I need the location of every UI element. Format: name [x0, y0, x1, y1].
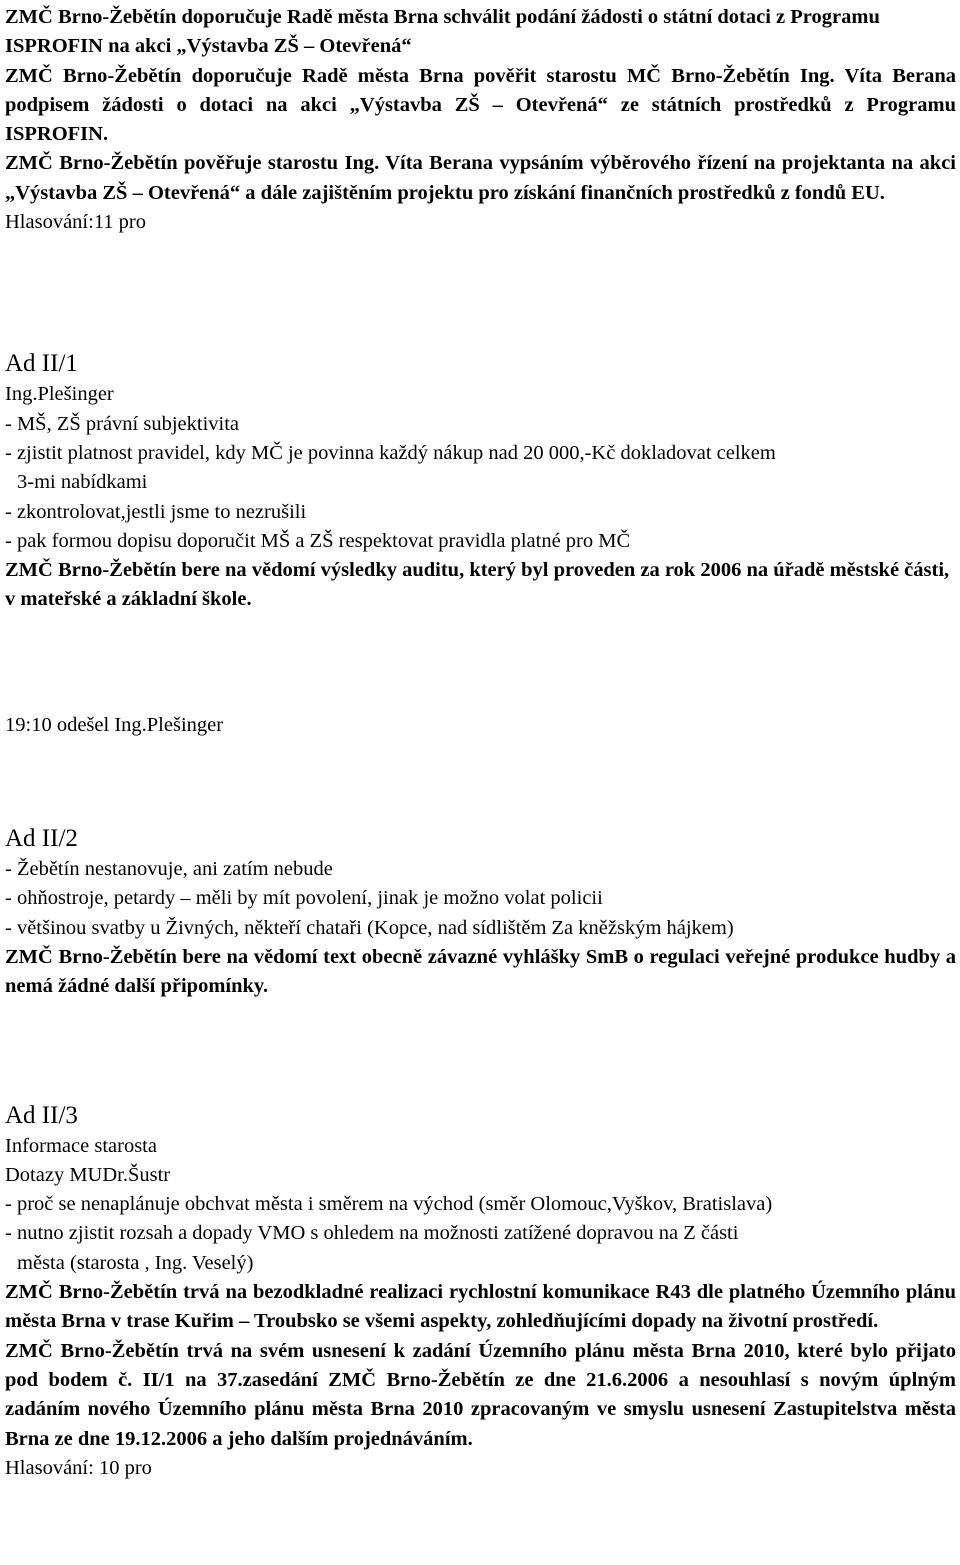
section-heading-ad-ii-2: Ad II/2: [5, 825, 78, 853]
spacer: [5, 237, 956, 347]
resolution-tender-designer: ZMČ Brno-Žebětín pověřuje starostu Ing. Víta Berana vypsáním výběrového řízení na projektanta na akci „Výstavba ZŠ – Otevřená“ a dále zajištěním projektu pro získání finančních prostředků z fondů EU.: [5, 152, 956, 204]
resolution-land-use-plan: ZMČ Brno-Žebětín trvá na svém usnesení k zadání Územního plánu města Brna 2010, které bylo přijato pod bodem č. II/1 na 37.zasedání ZMČ Brno-Žebětín ze dne 21.6.2006 a nesouhlasí s novým úplným zadáním nového Územního plánu města Brna 2010 zpracovaným ve smyslu usnesení Zastupitelstva města Brna ze dne 19.12.2006 a jeho dalším projednáváním.: [5, 1339, 956, 1450]
departure-note: 19:10 odešel Ing.Plešinger: [5, 713, 224, 736]
spacer: [5, 1002, 956, 1099]
resolution-music-regulation: ZMČ Brno-Žebětín bere na vědomí text obecně závazné vyhlášky SmB o regulaci veřejné produkce hudby a nemá žádné další připomínky.: [5, 945, 956, 998]
list-item: - zkontrolovat,jestli jsme to nezrušili: [5, 500, 307, 523]
speaker-name: Ing.Plešinger: [5, 383, 114, 406]
resolution-r43: ZMČ Brno-Žebětín trvá na bezodkladné realizaci rychlostní komunikace R43 dle platného Územního plánu města Brna v trase Kuřim – Troubsko se všemi aspekty, zohledňujícími dopady na životní prostředí.: [5, 1281, 956, 1333]
list-item: - ohňostroje, petardy – měli by mít povolení, jinak je možno volat policii: [5, 887, 603, 910]
vote-result: Hlasování:11 pro: [5, 211, 147, 234]
list-item: - nutno zjistit rozsah a dopady VMO s ohledem na možnosti zatížené dopravou na Z části: [5, 1222, 739, 1245]
resolution-authorize-mayor: ZMČ Brno-Žebětín doporučuje Radě města Brna pověřit starostu MČ Brno-Žebětín Ing. Víta Berana podpisem žádosti o dotaci na akci „Výstavba ZŠ – Otevřená“ ze státních prostředků z Programu ISPROFIN.: [5, 64, 956, 146]
vote-result: Hlasování: 10 pro: [5, 1456, 152, 1479]
list-item: - Žebětín nestanovuje, ani zatím nebude: [5, 858, 333, 881]
list-item-continuation: 3-mi nabídkami: [17, 471, 148, 494]
list-item-continuation: města (starosta , Ing. Veselý): [17, 1251, 254, 1274]
spacer: [5, 740, 956, 822]
list-item: - zjistit platnost pravidel, kdy MČ je povinna každý nákup nad 20 000,-Kč dokladovat celkem: [5, 441, 776, 464]
resolution-audit: ZMČ Brno-Žebětín bere na vědomí výsledky auditu, který byl proveden za rok 2006 na úřadě městské části, v mateřské a základní škole.: [5, 559, 950, 611]
list-item: - pak formou dopisu doporučit MŠ a ZŠ respektovat pravidla platné pro MČ: [5, 529, 631, 552]
questions-label: Dotazy MUDr.Šustr: [5, 1163, 171, 1186]
list-item: - většinou svatby u Živných, někteří chataři (Kopce, nad sídlištěm Za kněžským hájkem): [5, 916, 734, 939]
info-label: Informace starosta: [5, 1134, 157, 1157]
section-heading-ad-ii-3: Ad II/3: [5, 1101, 78, 1129]
spacer: [5, 615, 956, 711]
list-item: - proč se nenaplánuje obchvat města i směrem na východ (směr Olomouc,Vyškov, Bratislava): [5, 1193, 773, 1216]
section-heading-ad-ii-1: Ad II/1: [5, 350, 78, 378]
list-item: - MŠ, ZŠ právní subjektivita: [5, 412, 240, 435]
resolution-isprofin-application: ZMČ Brno-Žebětín doporučuje Radě města Brna schválit podání žádosti o státní dotaci z Programu ISPROFIN na akci „Výstavba ZŠ – Otevřená“: [5, 6, 880, 58]
